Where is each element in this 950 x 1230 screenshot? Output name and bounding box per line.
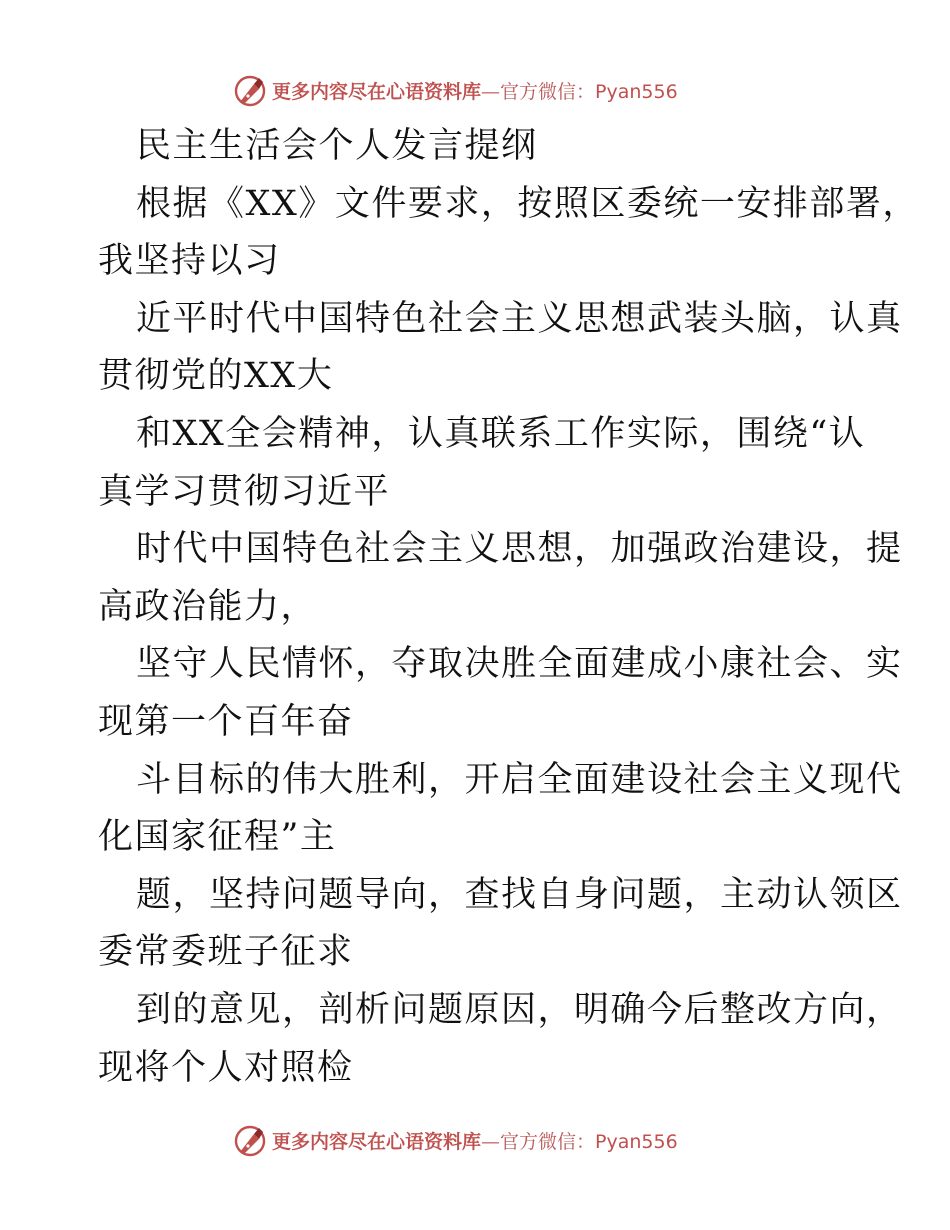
body-line: 时代中国特色社会主义思想，加强政治建设，提 <box>136 529 903 570</box>
body-line: 根据《XX》文件要求，按照区委统一安排部署， <box>136 183 919 224</box>
body-line: 和XX全会精神，认真联系工作实际，围绕“认 <box>136 413 866 454</box>
footer-dash: — <box>481 1130 501 1153</box>
body-line: 现第一个百年奋 <box>98 701 354 742</box>
body-line: 斗目标的伟大胜利，开启全面建设社会主义现代 <box>136 759 903 800</box>
body-line: 近平时代中国特色社会主义思想武装头脑，认真 <box>136 298 903 339</box>
body-line: 贯彻党的XX大 <box>98 356 334 397</box>
header-wechat-id: Pyan556 <box>595 80 678 103</box>
header-dash: — <box>481 80 501 103</box>
body-line: 真学习贯彻习近平 <box>98 471 391 512</box>
body-line: 现将个人对照检 <box>98 1047 354 1088</box>
footer-wechat-label: 官方微信： <box>500 1130 596 1153</box>
header-banner <box>232 70 752 110</box>
footer-banner <box>232 1120 752 1160</box>
body-line: 化国家征程”主 <box>98 817 337 858</box>
header-wechat-label: 官方微信： <box>500 80 596 103</box>
body-line: 我坚持以习 <box>98 241 281 282</box>
body-line: 坚守人民情怀，夺取决胜全面建成小康社会、实 <box>136 644 903 685</box>
body-line: 委常委班子征求 <box>98 932 354 973</box>
pen-nib-logo-icon <box>232 72 268 108</box>
document-body <box>98 118 919 1097</box>
body-line: 到的意见，剖析问题原因，明确今后整改方向， <box>136 989 903 1030</box>
pen-nib-logo-icon <box>232 1122 268 1158</box>
header-site-text: 更多内容尽在心语资料库 <box>272 80 482 103</box>
footer-banner-text <box>272 1127 678 1154</box>
body-line: 题，坚持问题导向，查找自身问题，主动认领区 <box>136 874 903 915</box>
footer-wechat-id: Pyan556 <box>595 1130 678 1153</box>
header-banner-text <box>272 77 678 104</box>
body-line: 高政治能力， <box>98 586 318 627</box>
document-title: 民主生活会个人发言提纲 <box>136 126 538 166</box>
footer-site-text: 更多内容尽在心语资料库 <box>272 1130 482 1153</box>
